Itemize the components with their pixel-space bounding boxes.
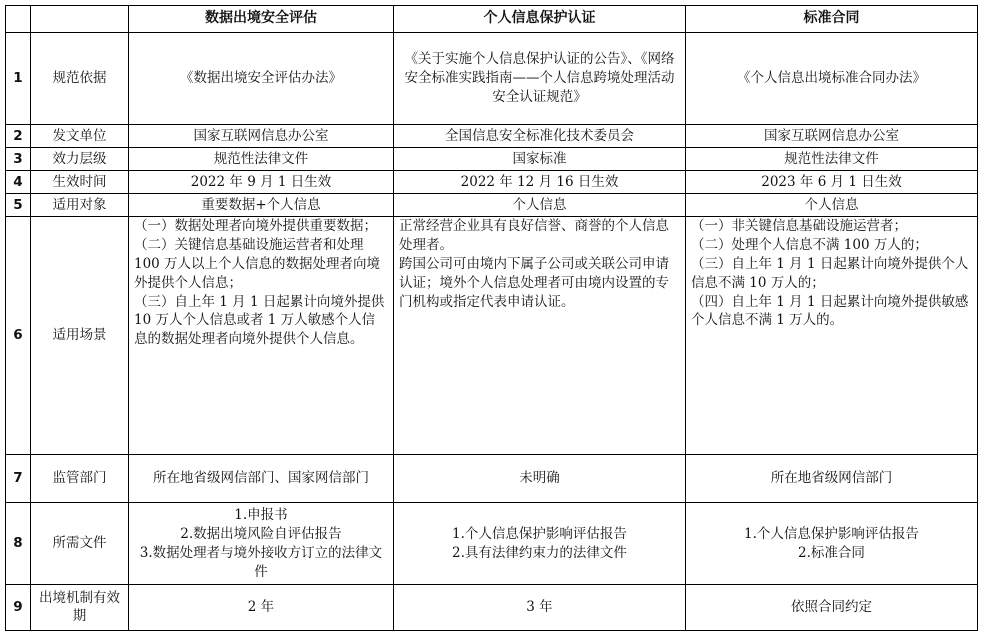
cell-line: 规范性法律文件 bbox=[213, 150, 309, 167]
cell-line: 重要数据+个人信息 bbox=[201, 196, 321, 213]
cell-standard-contract bbox=[686, 33, 978, 125]
table-row bbox=[6, 455, 978, 503]
cell-standard-contract bbox=[686, 194, 978, 217]
row-label: 所需文件 bbox=[31, 503, 129, 585]
cell-line: 2023 年 6 月 1 日生效 bbox=[761, 173, 902, 190]
cell-line: 国家标准 bbox=[512, 150, 567, 167]
cell-line: （一）数据处理者向境外提供重要数据； bbox=[134, 218, 377, 234]
table-row bbox=[6, 217, 978, 455]
cell-line: 个人信息 bbox=[512, 196, 567, 213]
cell-line: 正常经营企业具有良好信誉、商誉的个人信息处理者。 bbox=[399, 218, 669, 253]
cell-certification bbox=[394, 503, 686, 585]
row-number: 5 bbox=[6, 194, 31, 217]
row-number: 7 bbox=[6, 455, 31, 503]
header-security-assessment: 数据出境安全评估 bbox=[129, 6, 394, 33]
header-num bbox=[6, 6, 31, 33]
cell-line: （四）自上年 1 月 1 日起累计向境外提供敏感个人信息不满 1 万人的。 bbox=[691, 293, 969, 329]
cell-security-assessment bbox=[129, 217, 394, 455]
row-number: 4 bbox=[6, 171, 31, 194]
cell-line: 2022 年 9 月 1 日生效 bbox=[190, 173, 332, 190]
cell-standard-contract bbox=[686, 125, 978, 148]
table-row bbox=[6, 194, 978, 217]
table-row bbox=[6, 584, 978, 630]
cell-line: 1.个人信息保护影响评估报告 bbox=[452, 525, 627, 542]
row-label: 效力层级 bbox=[31, 148, 129, 171]
table-row bbox=[6, 125, 978, 148]
cell-certification bbox=[394, 217, 686, 455]
row-label: 规范依据 bbox=[31, 33, 129, 125]
cell-certification bbox=[394, 455, 686, 503]
cell-line: 1.个人信息保护影响评估报告 bbox=[744, 525, 919, 542]
cell-line: 《关于实施个人信息保护认证的公告》、《网络安全标准实践指南——个人信息跨境处理活动安全认证规范》 bbox=[404, 51, 675, 105]
cell-security-assessment bbox=[129, 194, 394, 217]
cell-line: （三）自上年 1 月 1 日起累计向境外提供 10 万人个人信息或者 1 万人敏感个人信息的数据处理者向境外提供个人信息。 bbox=[134, 293, 385, 348]
header-row bbox=[6, 6, 978, 33]
row-number: 8 bbox=[6, 503, 31, 585]
cell-line: 2 年 bbox=[247, 599, 275, 616]
row-label: 出境机制有效期 bbox=[31, 584, 129, 630]
row-number: 1 bbox=[6, 33, 31, 125]
cell-certification bbox=[394, 33, 686, 125]
cell-standard-contract bbox=[686, 148, 978, 171]
cell-line: 依照合同约定 bbox=[791, 599, 872, 616]
cell-line: 未明确 bbox=[519, 470, 560, 487]
row-number: 3 bbox=[6, 148, 31, 171]
cell-line: 3.数据处理者与境外接收方订立的法律文件 bbox=[139, 544, 383, 580]
cell-security-assessment bbox=[129, 171, 394, 194]
cell-line: 《个人信息出境标准合同办法》 bbox=[737, 70, 926, 87]
cell-standard-contract bbox=[686, 503, 978, 585]
cell-line: 规范性法律文件 bbox=[784, 150, 879, 167]
cell-certification bbox=[394, 148, 686, 171]
header-label bbox=[31, 6, 129, 33]
cell-certification bbox=[394, 194, 686, 217]
cell-certification bbox=[394, 125, 686, 148]
cell-line: 个人信息 bbox=[804, 196, 859, 213]
row-label: 适用场景 bbox=[31, 217, 129, 455]
cell-line: 2.数据出境风险自评估报告 bbox=[180, 525, 342, 542]
row-label: 适用对象 bbox=[31, 194, 129, 217]
row-number: 2 bbox=[6, 125, 31, 148]
cell-security-assessment bbox=[129, 503, 394, 585]
cell-security-assessment bbox=[129, 455, 394, 503]
cell-line: （一）非关键信息基础设施运营者； bbox=[691, 218, 907, 234]
cell-line: 跨国公司可由境内下属子公司或关联公司申请认证；境外个人信息处理者可由境内设置的专门机构或指定代表申请认证。 bbox=[399, 255, 669, 310]
cell-line: 2022 年 12 月 16 日生效 bbox=[460, 173, 619, 190]
row-label: 发文单位 bbox=[31, 125, 129, 148]
cell-line: （二）处理个人信息不满 100 万人的； bbox=[691, 236, 928, 253]
cell-security-assessment bbox=[129, 125, 394, 148]
table-row bbox=[6, 148, 978, 171]
cell-certification bbox=[394, 171, 686, 194]
cell-line: 全国信息安全标准化技术委员会 bbox=[445, 127, 634, 144]
cell-standard-contract bbox=[686, 584, 978, 630]
header-certification: 个人信息保护认证 bbox=[394, 6, 686, 33]
row-label: 生效时间 bbox=[31, 171, 129, 194]
cell-security-assessment bbox=[129, 148, 394, 171]
cell-line: 《数据出境安全评估办法》 bbox=[180, 70, 342, 87]
cell-standard-contract bbox=[686, 217, 978, 455]
row-label: 监管部门 bbox=[31, 455, 129, 503]
row-number: 9 bbox=[6, 584, 31, 630]
comparison-table bbox=[5, 5, 978, 631]
cell-certification bbox=[394, 584, 686, 630]
row-number: 6 bbox=[6, 217, 31, 455]
table-row bbox=[6, 171, 978, 194]
cell-line: （二）关键信息基础设施运营者和处理 100 万人以上个人信息的数据处理者向境外提供个人信息； bbox=[134, 236, 381, 291]
table-row bbox=[6, 503, 978, 585]
cell-line: 1.申报书 bbox=[234, 506, 288, 523]
header-standard-contract: 标准合同 bbox=[686, 6, 978, 33]
cell-line: （三）自上年 1 月 1 日起累计向境外提供个人信息不满 10 万人的； bbox=[691, 255, 969, 291]
cell-standard-contract bbox=[686, 455, 978, 503]
cell-security-assessment bbox=[129, 33, 394, 125]
cell-line: 国家互联网信息办公室 bbox=[764, 127, 899, 144]
cell-line: 所在地省级网信部门 bbox=[770, 470, 893, 487]
cell-line: 3 年 bbox=[526, 599, 553, 616]
cell-standard-contract bbox=[686, 171, 978, 194]
cell-line: 所在地省级网信部门、国家网信部门 bbox=[153, 470, 369, 487]
cell-line: 2.具有法律约束力的法律文件 bbox=[452, 544, 627, 561]
cell-line: 2.标准合同 bbox=[798, 544, 865, 561]
cell-line: 国家互联网信息办公室 bbox=[193, 127, 329, 144]
table-row bbox=[6, 33, 978, 125]
cell-security-assessment bbox=[129, 584, 394, 630]
